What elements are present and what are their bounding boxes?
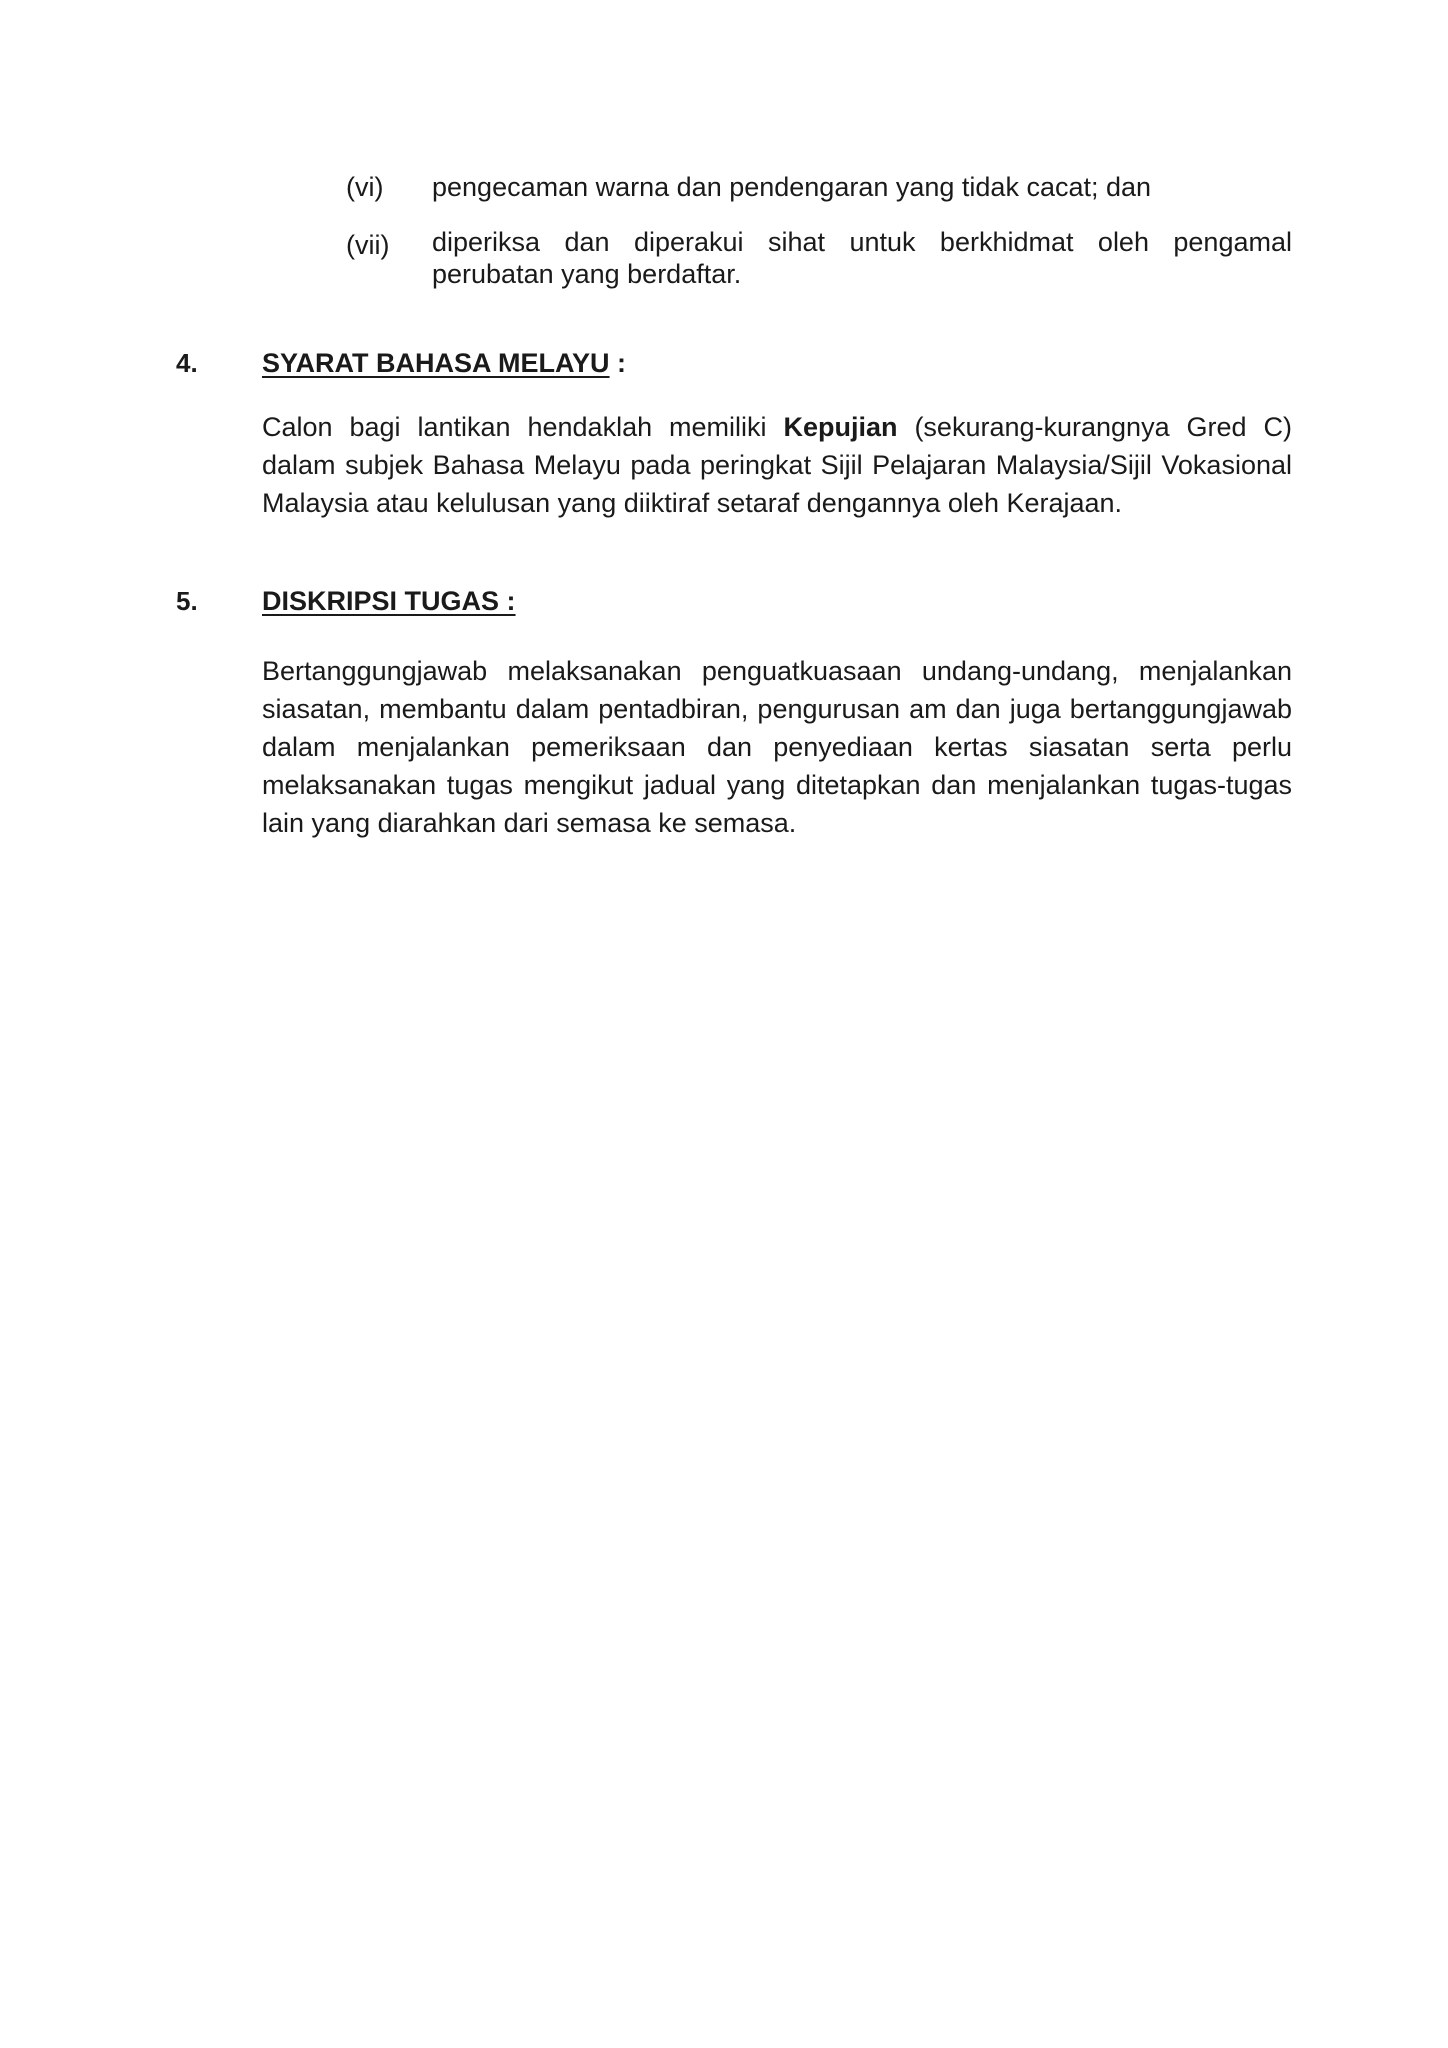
section-5-number: 5.: [176, 586, 198, 616]
list-item-label: (vi): [346, 172, 384, 202]
section-5-heading-text: DISKRIPSI TUGAS :: [262, 586, 516, 616]
section-4-paragraph: [262, 408, 1292, 522]
section-4-heading: [262, 344, 626, 382]
section-4-number: 4.: [176, 348, 198, 378]
section-4-text-2: (sekurang-kurangnya Gred C) dalam subjek Bahasa Melayu pada peringkat Sijil Pelajaran Malaysia/Sijil Vokasional Malaysia atau kelulusan yang diiktiraf setaraf dengannya oleh Kerajaan.: [262, 412, 1292, 518]
list-item-text: pengecaman warna dan pendengaran yang tidak cacat; dan: [432, 172, 1152, 202]
list-item-label: (vii): [346, 230, 390, 260]
section-4-bold-text: Kepujian: [783, 412, 898, 442]
section-5-paragraph: Bertanggungjawab melaksanakan penguatkuasaan undang-undang, menjalankan siasatan, membantu dalam pentadbiran, pengurusan am dan juga bertanggungjawab dalam menjalankan pemeriksaan dan penyediaan kertas siasatan serta perlu melaksanakan tugas mengikut jadual yang ditetapkan dan menjalankan tugas-tugas lain yang diarahkan dari semasa ke semasa.: [262, 656, 1292, 838]
section-4-text-1: Calon bagi lantikan hendaklah memiliki: [262, 412, 784, 442]
section-5-heading: [262, 582, 516, 620]
section-4-heading-text: SYARAT BAHASA MELAYU: [262, 348, 610, 378]
list-item-text: diperiksa dan diperakui sihat untuk berkhidmat oleh pengamal perubatan yang berdaftar.: [432, 227, 1292, 289]
section-4-heading-suffix: :: [609, 348, 627, 378]
